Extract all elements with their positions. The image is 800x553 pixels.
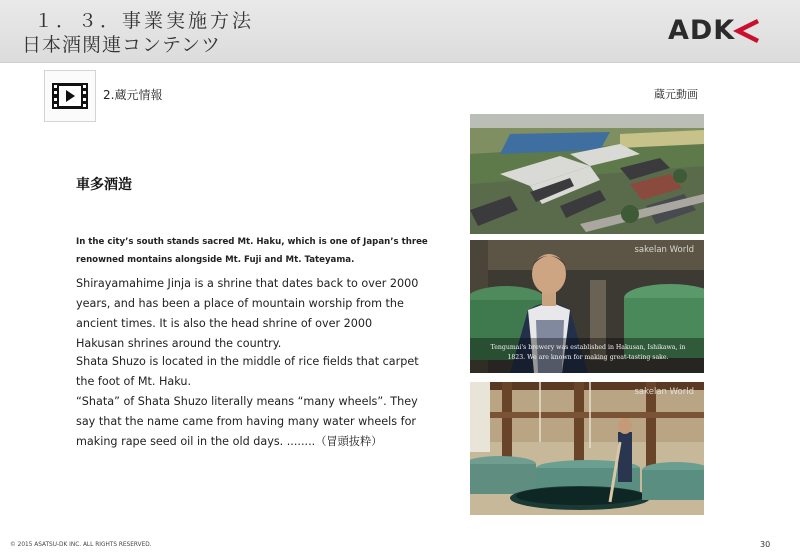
- slide-header: [0, 0, 800, 63]
- paragraph-shrine: Shirayamahime Jinja is a shrine that dates back to over 2000 years, and has been a place of mountain worship from the ancient times. It is also the head shrine of over 2000 Hakusan shrines around the country.: [76, 277, 419, 350]
- section-label: 2.蔵元情報: [103, 88, 163, 102]
- video-watermark: sakelan World: [634, 387, 694, 397]
- film-icon: [52, 83, 88, 109]
- logo-text: ADK: [668, 15, 736, 46]
- video-watermark: sakelan World: [634, 245, 694, 255]
- slide-title-section: １．３．事業実施方法: [34, 10, 255, 32]
- logo-chevron-icon: [732, 19, 760, 43]
- brewery-name: 車多酒造: [76, 177, 132, 193]
- adk-logo: [668, 14, 764, 48]
- brewery-tanks-image: [470, 382, 704, 515]
- brewery-tanks-thumbnail[interactable]: [470, 382, 704, 515]
- paragraph-name-origin: “Shata” of Shata Shuzo literally means “many wheels”. They say that the name came from having many water wheels for making rape seed oil in the old days. ........（冒頭抜粋）: [76, 395, 418, 448]
- slide-title: 日本酒関連コンテンツ: [22, 34, 222, 56]
- aerial-view-thumbnail[interactable]: [470, 114, 704, 234]
- page-number: 30: [760, 540, 771, 549]
- interview-thumbnail[interactable]: [470, 240, 704, 373]
- video-subtitle: Tengumai's brewery was established in Hakusan, Ishikawa, in 1823. We are known for making great-tasting sake.: [490, 344, 686, 361]
- aerial-view-image: [470, 114, 704, 234]
- paragraph-location: Shata Shuzo is located in the middle of rice fields that carpet the foot of Mt. Haku.: [76, 355, 419, 388]
- section-icon-box: [44, 70, 96, 122]
- intro-text: In the city’s south stands sacred Mt. Haku, which is one of Japan’s three renowned montains alongside Mt. Fuji and Mt. Tateyama.: [76, 237, 428, 265]
- copyright: © 2015 ASATSU-DK INC. ALL RIGHTS RESERVED.: [10, 542, 152, 548]
- video-section-label: 蔵元動画: [654, 88, 698, 101]
